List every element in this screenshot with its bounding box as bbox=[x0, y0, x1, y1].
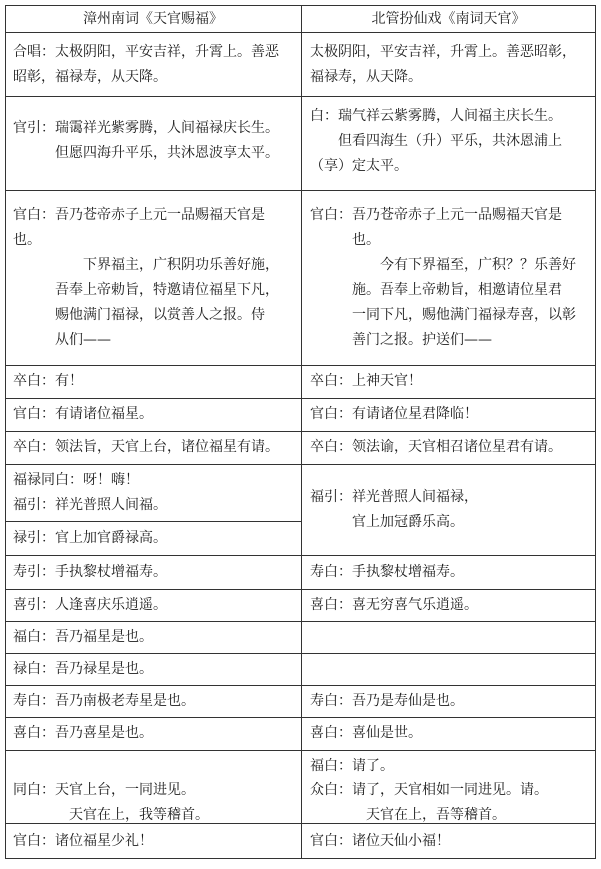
text-line: 赐他满门福禄，以赏善人之报。侍 bbox=[55, 307, 265, 323]
row-divider bbox=[5, 589, 596, 590]
right-cell bbox=[310, 203, 576, 353]
text-line: 白：瑞气祥云紫雾腾，人间福主庆长生。 bbox=[310, 108, 562, 124]
row-divider bbox=[5, 621, 596, 622]
column-divider bbox=[301, 5, 302, 859]
right-cell: 寿白：手执黎杖增福寿。 bbox=[310, 564, 464, 580]
text-line: 天官在上，我等稽首。 bbox=[69, 807, 209, 823]
right-cell bbox=[310, 485, 478, 535]
left-cell bbox=[13, 116, 279, 166]
row-divider bbox=[5, 717, 596, 718]
row-divider bbox=[5, 96, 596, 97]
column-header-right: 北管扮仙戏《南词天官》 bbox=[371, 11, 526, 27]
row-divider bbox=[5, 398, 596, 399]
text-line: 一同下凡，赐他满门福禄寿喜，以彰 bbox=[352, 307, 576, 323]
left-cell: 寿白：吾乃南极老寿星是也。 bbox=[13, 693, 195, 709]
row-divider bbox=[5, 464, 596, 465]
right-cell bbox=[310, 40, 576, 90]
right-cell: 官白：有请诸位星君降临！ bbox=[310, 406, 478, 422]
row-divider bbox=[5, 365, 596, 366]
text-line: 今有下界福至，广积？？乐善好 bbox=[380, 257, 576, 273]
right-cell: 官白：诸位天仙小福！ bbox=[310, 833, 450, 849]
text-line: 吾奉上帝勅旨，特邀请位福星下凡， bbox=[55, 282, 279, 298]
text-line: 官白：吾乃苍帝赤子上元一品赐福天官是 bbox=[13, 207, 265, 223]
text-line: 福禄同白：呀！嗨！ bbox=[13, 472, 139, 488]
right-cell: 卒白：上神天官！ bbox=[310, 373, 422, 389]
text-line: 官引：瑞霭祥光紫雾腾，人间福禄庆长生。 bbox=[13, 120, 279, 136]
text-line: 合唱：太极阴阳，平安吉祥，升霄上。善恶 bbox=[13, 44, 279, 60]
text-line: 从们—— bbox=[55, 332, 111, 348]
left-cell bbox=[13, 778, 209, 828]
row-divider bbox=[5, 653, 596, 654]
table-border-right bbox=[595, 5, 596, 859]
right-cell bbox=[310, 104, 562, 179]
right-cell: 卒白：领法谕，天官相召诸位星君有请。 bbox=[310, 439, 562, 455]
left-cell: 喜引：人逢喜庆乐逍遥。 bbox=[13, 597, 167, 613]
left-cell: 禄引：官上加官爵禄高。 bbox=[13, 530, 167, 546]
text-line: 福引：祥光普照人间福。 bbox=[13, 497, 167, 513]
text-line: 但看四海生（升）平乐，共沐恩浦上 bbox=[338, 133, 562, 149]
row-divider bbox=[5, 190, 596, 191]
text-line: 下界福主，广积阴功乐善好施， bbox=[83, 257, 279, 273]
left-cell: 卒白：有！ bbox=[13, 373, 83, 389]
text-line: 太极阴阳，平安吉祥，升霄上。善恶昭彰， bbox=[310, 44, 576, 60]
row-divider bbox=[5, 685, 596, 686]
left-cell: 官白：诸位福星少礼！ bbox=[13, 833, 153, 849]
left-cell: 福白：吾乃福星是也。 bbox=[13, 629, 153, 645]
row-divider bbox=[5, 431, 596, 432]
text-line: 施。吾奉上帝勅旨，相邀请位星君 bbox=[352, 282, 562, 298]
text-line: 善门之报。护送们—— bbox=[352, 332, 492, 348]
left-cell bbox=[13, 203, 279, 353]
column-header-left: 漳州南词《天官赐福》 bbox=[83, 11, 223, 27]
text-line: （享）定太平。 bbox=[310, 158, 408, 174]
row-divider-partial bbox=[5, 521, 301, 522]
text-line: 昭彰，福禄寿，从天降。 bbox=[13, 69, 167, 85]
text-line: 同白：天官上台，一同进见。 bbox=[13, 782, 195, 798]
table-border-left bbox=[5, 5, 6, 859]
text-line: 福禄寿，从天降。 bbox=[310, 69, 422, 85]
right-cell: 寿白：吾乃是寿仙是也。 bbox=[310, 693, 464, 709]
text-line: 天官在上，吾等稽首。 bbox=[366, 807, 506, 823]
left-cell: 喜白：吾乃喜星是也。 bbox=[13, 725, 153, 741]
table-border-bottom bbox=[5, 858, 596, 859]
text-line: 但愿四海升平乐，共沐恩波享太平。 bbox=[55, 145, 279, 161]
comparison-table bbox=[5, 5, 596, 859]
text-line: 官上加冠爵乐高。 bbox=[352, 514, 464, 530]
text-line: 福引：祥光普照人间福禄， bbox=[310, 489, 478, 505]
row-divider bbox=[5, 750, 596, 751]
left-cell bbox=[13, 468, 167, 518]
left-cell: 寿引：手执黎杖增福寿。 bbox=[13, 564, 167, 580]
row-divider bbox=[5, 32, 596, 33]
right-cell: 喜白：喜无穷喜气乐逍遥。 bbox=[310, 597, 478, 613]
left-cell: 卒白：领法旨，天官上台，诸位福星有请。 bbox=[13, 439, 279, 455]
text-line: 也。 bbox=[13, 232, 41, 248]
text-line: 也。 bbox=[352, 232, 380, 248]
left-cell bbox=[13, 40, 279, 90]
left-cell: 官白：有请诸位福星。 bbox=[13, 406, 153, 422]
text-line: 官白：吾乃苍帝赤子上元一品赐福天官是 bbox=[310, 207, 562, 223]
row-divider bbox=[5, 555, 596, 556]
right-cell: 喜白：喜仙是世。 bbox=[310, 725, 422, 741]
right-cell bbox=[310, 778, 548, 828]
text-line: 众白：请了，天官相如一同进见。请。 bbox=[310, 782, 548, 798]
right-cell: 福白：请了。 bbox=[310, 758, 394, 774]
left-cell: 禄白：吾乃禄星是也。 bbox=[13, 661, 153, 677]
